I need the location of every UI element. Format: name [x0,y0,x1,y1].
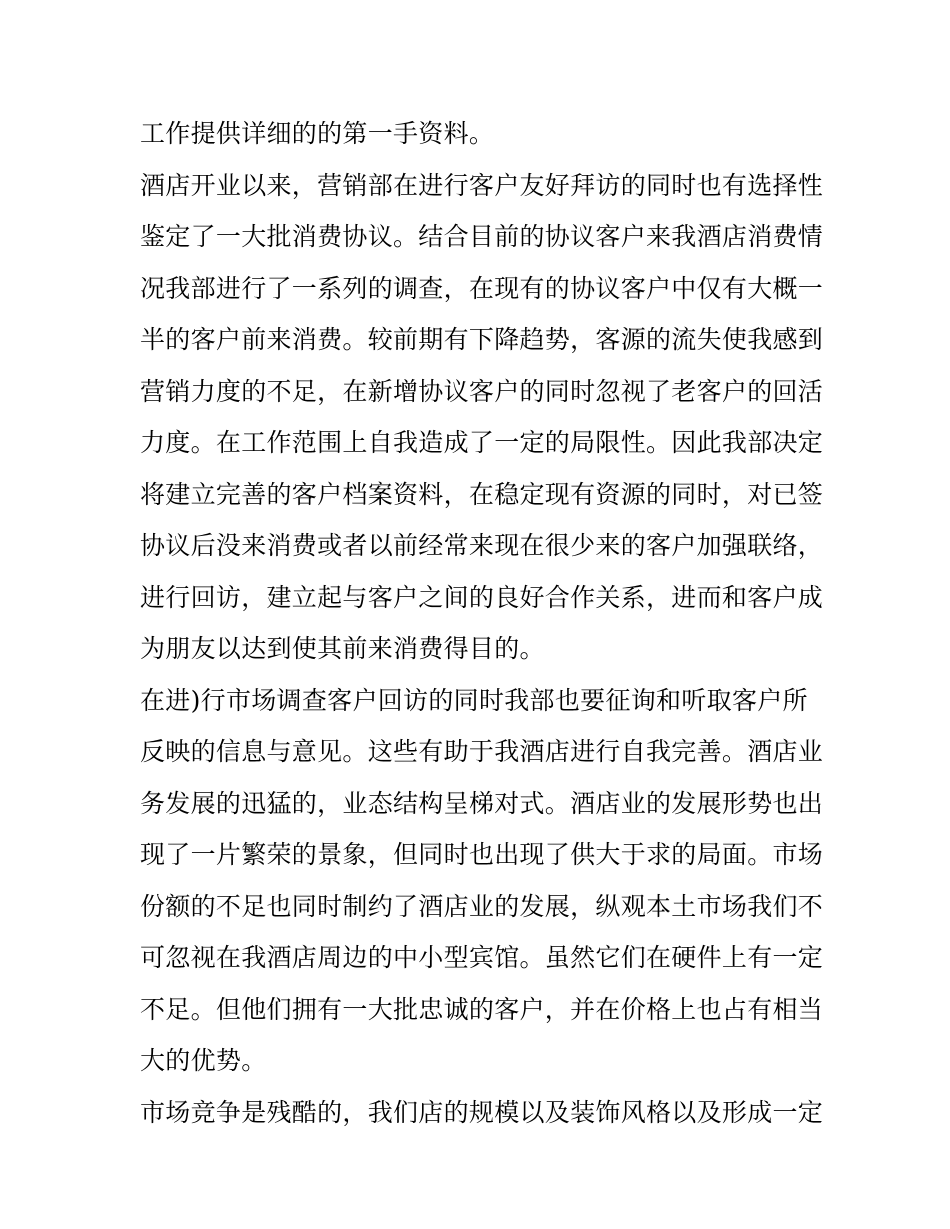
text-line: 大的优势。 [140,1046,267,1075]
text-line: 酒店开业以来，营销部在进行客户友好拜访的同时也有选择性 [140,170,824,200]
text-line: 为朋友以达到使其前来消费得目的。 [140,634,545,663]
text-line: 现了一片繁荣的景象，但同时也出现了供大于求的局面。市场 [140,840,824,869]
text-line: 进行回访，建立起与客户之间的良好合作关系，进而和客户成 [140,582,824,612]
text-line: 工作提供详细的的第一手资料。 [140,119,495,148]
text-line: 将建立完善的客户档案资料，在稳定现有资源的同时，对已签 [140,479,824,509]
text-line: 营销力度的不足，在新增协议客户的同时忽视了老客户的回活 [140,376,824,406]
text-line: 况我部进行了一系列的调查，在现有的协议客户中仅有大概一 [140,273,824,303]
text-line: 半的客户前来消费。较前期有下降趋势，客源的流失使我感到 [140,325,824,354]
text-line: 份额的不足也同时制约了酒店业的发展，纵观本土市场我们不 [140,891,824,921]
text-line: 鉴定了一大批消费协议。结合目前的协议客户来我酒店消费情 [140,222,824,251]
text-line: 可忽视在我酒店周边的中小型宾馆。虽然它们在硬件上有一定 [140,943,824,972]
text-line: 务发展的迅猛的，业态结构呈梯对式。酒店业的发展形势也出 [140,788,824,818]
text-line: 协议后没来消费或者以前经常来现在很少来的客户加强联络， [140,531,824,560]
text-line: 在进)行市场调查客户回访的同时我部也要征询和听取客户所 [140,685,808,715]
text-line: 不足。但他们拥有一大批忠诚的客户，并在价格上也占有相当 [140,994,824,1024]
text-line: 力度。在工作范围上自我造成了一定的局限性。因此我部决定 [140,428,824,457]
text-line: 市场竞争是残酷的，我们店的规模以及装饰风格以及形成一定 [140,1097,824,1127]
body-text [140,108,824,1138]
text-line: 反映的信息与意见。这些有助于我酒店进行自我完善。酒店业 [140,737,824,766]
